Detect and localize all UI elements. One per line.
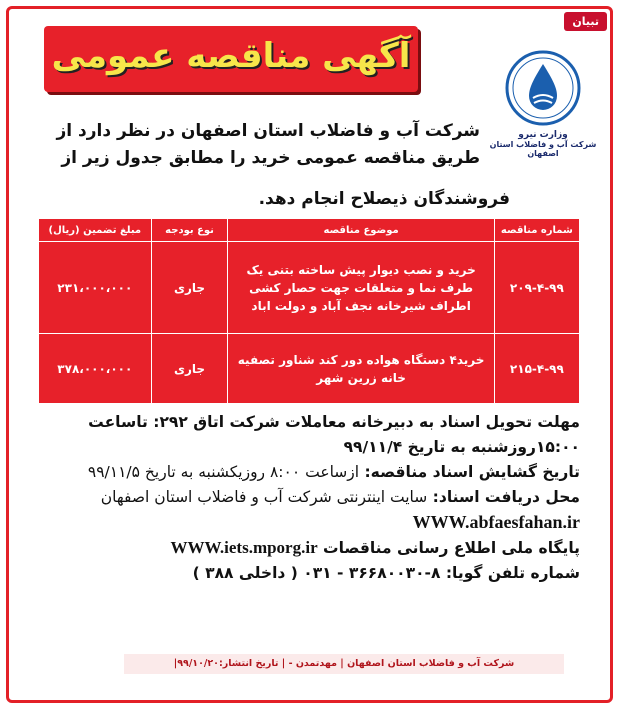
guarantee-amount: ۲۳۱،۰۰۰،۰۰۰ [39, 242, 152, 334]
document-location-line [40, 485, 580, 510]
col-guarantee-amount: مبلغ تضمین (ریال) [39, 219, 152, 242]
opening-date-label: تاریخ گشایش اسناد مناقصه: [364, 463, 580, 481]
opening-date-value: ازساعت ۸:۰۰ روزیکشنبه به تاریخ ۹۹/۱۱/۵ [87, 463, 360, 481]
budget-type: جاری [151, 334, 228, 404]
title-banner [44, 26, 418, 92]
company-name: شرکت آب و فاضلاب استان اصفهان [489, 140, 597, 158]
tender-number: ۲۰۹-۴-۹۹ [494, 242, 579, 334]
ad-title: آگهی مناقصه عمومی [51, 36, 411, 76]
portal-label: پایگاه ملی اطلاع رسانی مناقصات [323, 539, 580, 557]
portal-line [40, 535, 580, 561]
guarantee-amount: ۳۷۸،۰۰۰،۰۰۰ [39, 334, 152, 404]
tender-table [38, 218, 580, 404]
intro-paragraph: شرکت آب و فاضلاب استان اصفهان در نظر دارد از طریق مناقصه عمومی خرید را مطابق جدول زیر از [56, 121, 480, 168]
publication-footer: شرکت آب و فاضلاب استان اصفهان | مهدتمدن - | تاریخ انتشار:۹۹/۱۰/۲۰| [124, 654, 564, 674]
col-tender-number: شماره مناقصه [494, 219, 579, 242]
document-location-value: سایت اینترنتی شرکت آب و فاضلاب استان اصفهان [100, 488, 428, 506]
intro-tail: فروشندگان ذیصلاح انجام دهد. [258, 189, 510, 209]
company-logo [488, 48, 598, 168]
company-website-link[interactable]: WWW.abfaesfahan.ir [412, 512, 580, 532]
ad-details [40, 410, 580, 586]
tender-subject: خرید و نصب دیوار پیش ساخته بتنی یک طرف نما و متعلقات جهت حصار کشی اطراف شیرخانه نجف آباد و دولت اباد [228, 242, 494, 334]
col-tender-subject: موضوع مناقصه [228, 219, 494, 242]
portal-url-link[interactable]: WWW.iets.mporg.ir [170, 538, 318, 557]
col-budget-type: نوع بودجه [151, 219, 228, 242]
delivery-deadline-line1: مهلت تحویل اسناد به دبیرخانه معاملات شرکت اتاق ۲۹۲: تاساعت [88, 413, 580, 431]
budget-type: جاری [151, 242, 228, 334]
opening-date-line [40, 460, 580, 485]
phone-line: شماره تلفن گویا: ۸-۳۶۶۸۰۰۳۰ - ۰۳۱ ( داخلی ۳۸۸ ) [192, 564, 580, 582]
tender-number: ۲۱۵-۴-۹۹ [494, 334, 579, 404]
table-header-row [39, 219, 580, 242]
table-row [39, 334, 580, 404]
tender-subject: خرید۴ دستگاه هواده دور کند شناور تصفیه خانه زرین شهر [228, 334, 494, 404]
water-drop-logo-icon [503, 48, 583, 128]
delivery-deadline-line2: ۱۵:۰۰روزشنبه به تاریخ ۹۹/۱۱/۴ [343, 438, 580, 456]
newspaper-tag: تبیان [564, 12, 607, 31]
ministry-name: وزارت نیرو [518, 130, 568, 140]
document-location-label: محل دریافت اسناد: [432, 488, 580, 506]
table-row [39, 242, 580, 334]
